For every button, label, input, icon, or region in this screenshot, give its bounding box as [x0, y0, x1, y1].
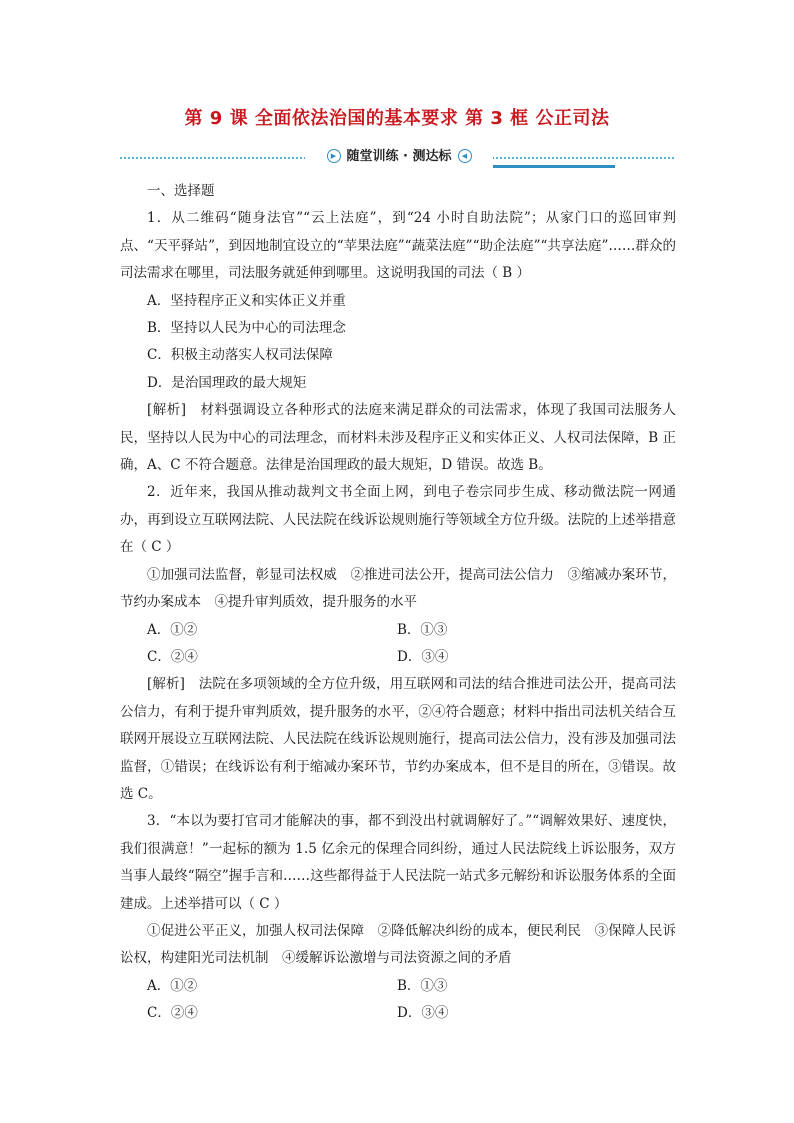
question-1-option-b: B．坚持以人民为中心的司法理念	[147, 320, 346, 337]
question-3-option-b: B．①③	[397, 977, 448, 994]
question-3-items: ①促进公平正义，加强人权司法保障 ②降低解决纠纷的成本，便民利民 ③保障人民诉讼权，构建阳光司法机制 ④缓解诉讼激增与司法资源之间的矛盾	[120, 922, 676, 967]
question-1-option-a: A．坚持程序正义和实体正义并重	[147, 292, 346, 309]
question-2-items: ①加强司法监督，彰显司法权威 ②推进司法公开，提高司法公信力 ③缩减办案环节，节约办案成本 ④提升审判质效，提升服务的水平	[120, 566, 676, 611]
page-title: 第 9 课 全面依法治国的基本要求 第 3 框 公正司法	[184, 108, 610, 129]
question-2-option-a: A．①②	[147, 621, 198, 638]
question-3-options-row-1	[120, 973, 676, 1000]
question-2-option-d: D．③④	[397, 648, 449, 665]
question-1-stem: 1．从二维码“随身法官”“云上法庭”，到“24 小时自助法院”；从家门口的巡回审判点、“天平驿站”，到因地制宜设立的“苹果法庭”“蔬菜法庭”“助企法庭”“共享法庭”……群众的司法需求在哪里，司法服务就延伸到哪里。这说明我国的司法（ B ）	[120, 210, 676, 282]
section-banner	[120, 146, 674, 172]
analysis-text: 法院在多项领域的全方位升级，用互联网和司法的结合推进司法公开，提高司法公信力，有利于提升审判质效，提升服务的水平，②④符合题意；材料中指出司法机关结合互联网开展设立互联网法院、人民法院在线诉讼规则施行，提高司法公信力，没有涉及加强司法监督，①错误；在线诉讼有利于缩减办案环节，节约办案成本，但不是目的所在，③错误。故选 C。	[120, 676, 676, 802]
analysis-tag: [解析]	[147, 402, 187, 419]
question-2-options-row-1	[120, 617, 676, 644]
question-3-stem: 3．“本以为要打官司才能解决的事，都不到没出村就调解好了。”“调解效果好、速度快，我们很满意！”一起标的额为 1.5 亿余元的保理合同纠纷，通过人民法院线上诉讼服务，双方当事人最终“隔空”握手言和……这些都得益于人民法院一站式多元解纷和诉讼服务体系的全面建成。上述举措可以（ C ）	[120, 813, 676, 912]
question-3-options-row-2	[120, 1000, 676, 1027]
question-1-option-c: C．积极主动落实人权司法保障	[147, 347, 333, 364]
question-3-option-a: A．①②	[147, 977, 198, 994]
play-right-icon: ▶	[327, 149, 341, 163]
document-body	[120, 178, 676, 1028]
question-3-option-c: C．②④	[147, 1005, 198, 1022]
question-1-option-d: D．是治国理政的最大规矩	[147, 374, 307, 391]
analysis-text: 材料强调设立各种形式的法庭来满足群众的司法需求，体现了我国司法服务人民，坚持以人民为中心的司法理念，而材料未涉及程序正义和实体正义、人权司法保障，B 正确，A、C 不符合题意。法律是治国理政的最大规矩，D 错误。故选 B。	[120, 402, 676, 474]
play-left-icon: ◀	[458, 149, 472, 163]
question-2-analysis	[120, 671, 676, 808]
section-heading: 一、选择题	[147, 183, 215, 199]
banner-label: 随堂训练 · 测达标	[346, 149, 452, 164]
question-1-analysis	[120, 397, 676, 479]
banner-label-box	[305, 146, 493, 168]
question-3-option-d: D．③④	[397, 1005, 449, 1022]
question-2-option-b: B．①③	[397, 621, 448, 638]
analysis-tag: [解析]	[147, 676, 185, 693]
question-2-options-row-2	[120, 644, 676, 671]
question-2-stem: 2．近年来，我国从推动裁判文书全面上网，到电子卷宗同步生成、移动微法院一网通办，再到设立互联网法院、人民法院在线诉讼规则施行等领域全方位升级。法院的上述举措意在（ C ）	[120, 484, 676, 556]
question-2-option-c: C．②④	[147, 648, 198, 665]
